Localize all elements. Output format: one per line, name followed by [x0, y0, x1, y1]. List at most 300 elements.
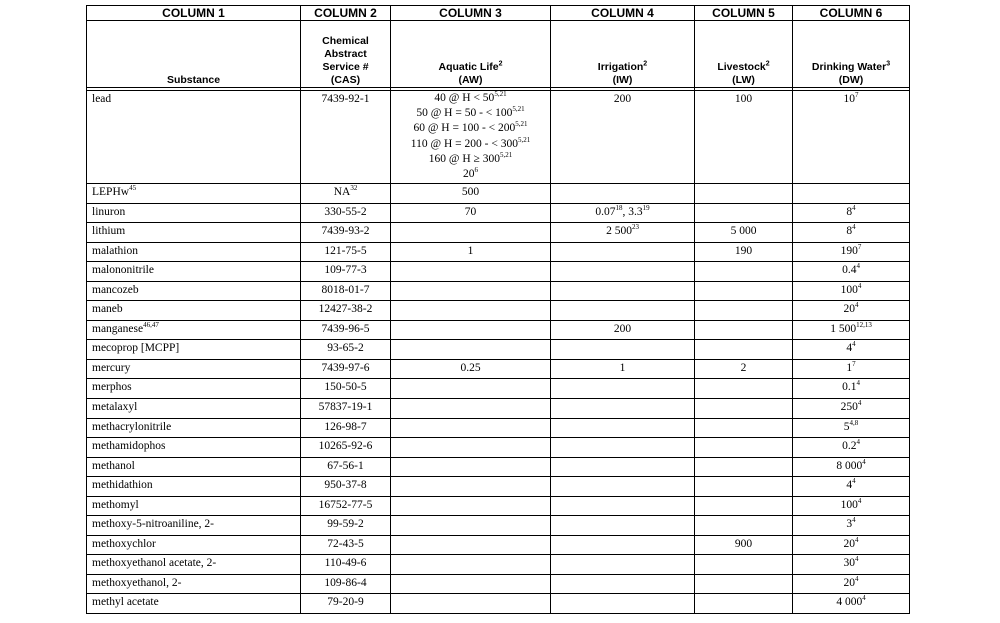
livestock-cell [695, 457, 793, 477]
cas-cell [301, 223, 391, 243]
footnote-ref: 4 [857, 281, 862, 290]
livestock-cell [695, 516, 793, 536]
livestock-cell [695, 203, 793, 223]
irrigation-cell [551, 555, 695, 575]
aquatic-life-line [396, 167, 545, 182]
drinking-water-value: 20 [843, 537, 855, 550]
irrigation-cell [551, 359, 695, 379]
livestock-cell [695, 359, 793, 379]
drinking-water-cell [793, 418, 910, 438]
livestock-cell [695, 574, 793, 594]
cas-number: 10265-92-6 [318, 440, 373, 453]
drinking-water-cell [793, 594, 910, 614]
aquatic-life-cell [391, 184, 551, 204]
footnote-ref: 23 [631, 223, 639, 232]
substance-name: methamidophos [92, 440, 166, 453]
aquatic-life-line [396, 91, 545, 106]
substance-name: mecoprop [MCPP] [92, 342, 180, 355]
drinking-water-cell [793, 477, 910, 497]
table-row [87, 418, 910, 438]
aquatic-life-value: 50 @ H = 50 - < 100 [416, 107, 513, 120]
aquatic-life-line [396, 121, 545, 136]
substance-name: methidathion [92, 479, 153, 492]
irrigation-cell [551, 223, 695, 243]
cas-cell [301, 340, 391, 360]
cas-cell [301, 555, 391, 575]
substance-name: lithium [92, 225, 126, 238]
table-row [87, 555, 910, 575]
cas-number: 67-56-1 [327, 459, 364, 472]
footnote-ref: 4 [852, 516, 856, 525]
drinking-water-cell [793, 516, 910, 536]
livestock-cell [695, 438, 793, 458]
cas-number: 109-77-3 [324, 264, 367, 277]
drinking-water-cell [793, 242, 910, 262]
aquatic-life-cell [391, 320, 551, 340]
header-label: Substance [166, 74, 221, 86]
livestock-cell [695, 262, 793, 282]
footnote-ref: 2 [498, 60, 503, 68]
cas-number: 150-50-5 [324, 381, 367, 394]
drinking-water-value: 0.1 [842, 381, 857, 394]
substance-cell [87, 223, 301, 243]
substance-name: mercury [92, 361, 131, 374]
cas-number: 7439-93-2 [321, 225, 370, 238]
livestock-cell [695, 91, 793, 184]
table-row [87, 516, 910, 536]
drinking-water-value: 190 [840, 244, 858, 257]
cas-cell [301, 516, 391, 536]
substance-cell [87, 262, 301, 282]
irrigation-cell [551, 281, 695, 301]
irrigation-cell [551, 418, 695, 438]
cas-cell [301, 301, 391, 321]
irrigation-value: , 3.3 [622, 205, 643, 218]
substance-name: methanol [92, 459, 135, 472]
livestock-cell [695, 223, 793, 243]
substance-cell [87, 91, 301, 184]
footnote-ref: 4 [852, 203, 856, 212]
drinking-water-value: 100 [840, 283, 858, 296]
drinking-water-value: 20 [843, 303, 855, 316]
irrigation-cell [551, 438, 695, 458]
cas-cell [301, 399, 391, 419]
substance-name: malathion [92, 244, 138, 257]
cas-number: 7439-97-6 [321, 361, 370, 374]
substance-cell [87, 281, 301, 301]
table-row [87, 281, 910, 301]
aquatic-life-cell [391, 223, 551, 243]
footnote-ref: 45 [129, 184, 137, 193]
substance-cell [87, 516, 301, 536]
footnote-ref: 12,13 [856, 321, 872, 329]
substance-name: methacrylonitrile [92, 420, 172, 433]
footnote-ref: 4 [852, 477, 856, 486]
cas-number: 121-75-5 [324, 244, 367, 257]
irrigation-cell [551, 516, 695, 536]
drinking-water-value: 1 500 [830, 322, 857, 335]
table-body [87, 91, 910, 614]
aquatic-life-cell [391, 457, 551, 477]
header-abbr: (AW) [458, 74, 483, 86]
aquatic-life-cell [391, 516, 551, 536]
drinking-water-header [793, 21, 910, 88]
cas-number: 72-43-5 [327, 537, 364, 550]
livestock-cell [695, 399, 793, 419]
irrigation-value: 200 [613, 322, 632, 335]
footnote-ref: 7 [852, 360, 856, 369]
table-row [87, 301, 910, 321]
livestock-value: 2 [740, 361, 747, 374]
drinking-water-value: 3 [846, 518, 853, 531]
cas-cell [301, 477, 391, 497]
aquatic-life-cell [391, 594, 551, 614]
footnote-ref: 32 [350, 184, 358, 193]
table-row [87, 438, 910, 458]
aquatic-life-line [396, 106, 545, 121]
irrigation-cell [551, 320, 695, 340]
cas-number: 7439-92-1 [321, 93, 370, 105]
cas-header [301, 21, 391, 88]
aquatic-life-line [396, 137, 545, 152]
livestock-value: 190 [734, 244, 753, 257]
aquatic-life-cell [391, 301, 551, 321]
footnote-ref: 46,47 [143, 321, 159, 329]
table-row [87, 320, 910, 340]
cas-number: 950-37-8 [324, 479, 367, 492]
drinking-water-value: 10 [843, 93, 855, 105]
substance-cell [87, 320, 301, 340]
cas-number: 93-65-2 [327, 342, 364, 355]
footnote-ref: 2 [643, 60, 648, 68]
table-row [87, 574, 910, 594]
table-row [87, 594, 910, 614]
header-label: Livestock [717, 61, 766, 73]
substance-cell [87, 438, 301, 458]
cas-cell [301, 496, 391, 516]
substance-cell [87, 359, 301, 379]
cas-cell [301, 359, 391, 379]
cas-cell [301, 281, 391, 301]
footnote-ref: 3 [886, 60, 891, 68]
livestock-value: 900 [734, 537, 753, 550]
irrigation-cell [551, 340, 695, 360]
cas-cell [301, 184, 391, 204]
irrigation-cell [551, 184, 695, 204]
cas-number: 330-55-2 [324, 205, 367, 218]
drinking-water-cell [793, 203, 910, 223]
header-label: Irrigation [597, 61, 644, 73]
drinking-water-cell [793, 320, 910, 340]
aquatic-life-cell [391, 438, 551, 458]
footnote-ref: 4 [855, 575, 859, 584]
cas-number: 12427-38-2 [318, 303, 373, 316]
header-abbr: (LW) [732, 74, 755, 86]
table-row [87, 340, 910, 360]
livestock-cell [695, 418, 793, 438]
substance-cell [87, 574, 301, 594]
column-heading: COLUMN 3 [391, 6, 551, 21]
header-label: Aquatic Life [438, 61, 499, 73]
cas-number: 16752-77-5 [318, 498, 373, 511]
drinking-water-value: 100 [840, 498, 858, 511]
irrigation-cell [551, 242, 695, 262]
substance-cell [87, 242, 301, 262]
substance-name: metalaxyl [92, 401, 138, 414]
table-row [87, 242, 910, 262]
drinking-water-cell [793, 184, 910, 204]
aquatic-life-value: 160 @ H ≥ 300 [428, 152, 500, 165]
substance-cell [87, 535, 301, 555]
aquatic-life-value: 0.25 [460, 361, 481, 374]
substance-cell [87, 379, 301, 399]
substance-header [87, 21, 301, 88]
drinking-water-cell [793, 496, 910, 516]
aquatic-life-line [396, 152, 545, 167]
drinking-water-value: 4 [846, 479, 853, 492]
livestock-cell [695, 555, 793, 575]
drinking-water-value: 20 [843, 576, 855, 589]
aquatic-life-cell [391, 91, 551, 184]
cas-number: 57837-19-1 [318, 401, 373, 414]
substance-cell [87, 340, 301, 360]
cas-cell [301, 262, 391, 282]
drinking-water-cell [793, 359, 910, 379]
substance-cell [87, 418, 301, 438]
substance-cell [87, 477, 301, 497]
livestock-cell [695, 301, 793, 321]
aquatic-life-cell [391, 574, 551, 594]
table-row [87, 223, 910, 243]
cas-number: 99-59-2 [327, 518, 364, 531]
cas-number: 8018-01-7 [321, 283, 370, 296]
header-label: Drinking Water [811, 61, 887, 73]
footnote-ref: 4 [856, 379, 860, 388]
irrigation-cell [551, 203, 695, 223]
footnote-ref: 4 [856, 262, 860, 271]
header-abbr: (DW) [838, 74, 864, 86]
aquatic-life-cell [391, 399, 551, 419]
livestock-cell [695, 320, 793, 340]
aquatic-life-cell [391, 418, 551, 438]
drinking-water-cell [793, 574, 910, 594]
irrigation-cell [551, 535, 695, 555]
irrigation-cell [551, 301, 695, 321]
substance-name: methoxychlor [92, 537, 156, 550]
aquatic-life-value: 1 [467, 244, 474, 257]
aquatic-life-cell [391, 203, 551, 223]
cas-cell [301, 91, 391, 184]
footnote-ref: 5,21 [499, 150, 513, 159]
livestock-cell [695, 535, 793, 555]
irrigation-value: 2 500 [606, 225, 632, 238]
irrigation-cell [551, 457, 695, 477]
substance-name: methyl acetate [92, 596, 159, 609]
footnote-ref: 5,21 [515, 120, 528, 129]
cas-number: 79-20-9 [327, 596, 364, 609]
drinking-water-cell [793, 262, 910, 282]
aquatic-life-cell [391, 496, 551, 516]
cas-number: 109-86-4 [324, 576, 367, 589]
irrigation-header [551, 21, 695, 88]
footnote-ref: 4 [852, 223, 856, 232]
header-abbr: (CAS) [330, 74, 361, 86]
table-row [87, 184, 910, 204]
cas-number: 7439-96-5 [321, 322, 370, 335]
irrigation-cell [551, 91, 695, 184]
drinking-water-value: 0.4 [842, 264, 857, 277]
drinking-water-value: 250 [840, 401, 858, 414]
column-heading: COLUMN 4 [551, 6, 695, 21]
substance-cell [87, 457, 301, 477]
header-abbr: (IW) [612, 74, 633, 86]
substance-name: LEPHw [92, 186, 130, 198]
livestock-cell [695, 184, 793, 204]
drinking-water-value: 8 [846, 225, 853, 238]
livestock-value: 5 000 [730, 225, 757, 238]
column-heading: COLUMN 6 [793, 6, 910, 21]
drinking-water-value: 30 [843, 557, 855, 570]
aquatic-life-cell [391, 340, 551, 360]
aquatic-life-value: 500 [461, 186, 480, 198]
drinking-water-cell [793, 91, 910, 184]
drinking-water-cell [793, 281, 910, 301]
drinking-water-value: 1 [846, 361, 853, 374]
livestock-cell [695, 379, 793, 399]
aquatic-life-value: 20 [463, 168, 475, 181]
table-row [87, 91, 910, 184]
column-label-row [87, 21, 910, 88]
livestock-cell [695, 496, 793, 516]
substance-cell [87, 555, 301, 575]
drinking-water-value: 8 000 [836, 459, 863, 472]
cas-cell [301, 438, 391, 458]
footnote-ref: 4 [862, 594, 866, 603]
footnote-ref: 4,8 [849, 418, 859, 427]
footnote-ref: 4 [855, 536, 859, 545]
irrigation-value: 200 [613, 93, 632, 105]
footnote-ref: 4 [857, 496, 862, 505]
substance-name: methoxyethanol, 2- [92, 576, 182, 589]
substance-name: methomyl [92, 498, 139, 511]
irrigation-cell [551, 496, 695, 516]
table-row [87, 535, 910, 555]
livestock-cell [695, 477, 793, 497]
table-row [87, 359, 910, 379]
cas-cell [301, 242, 391, 262]
cas-cell [301, 203, 391, 223]
substance-cell [87, 496, 301, 516]
aquatic-life-value: 110 @ H = 200 - < 300 [410, 137, 518, 150]
drinking-water-cell [793, 438, 910, 458]
aquatic-life-cell [391, 359, 551, 379]
footnote-ref: 4 [862, 457, 866, 466]
irrigation-value: 0.07 [595, 205, 616, 218]
livestock-cell [695, 340, 793, 360]
footnote-ref: 4 [852, 340, 856, 349]
cas-cell [301, 594, 391, 614]
footnote-ref: 4 [857, 399, 862, 408]
cas-cell [301, 418, 391, 438]
drinking-water-cell [793, 535, 910, 555]
aquatic-life-cell [391, 555, 551, 575]
substance-name: methoxy-5-nitroaniline, 2- [92, 518, 214, 531]
irrigation-cell [551, 477, 695, 497]
footnote-ref: 5,21 [512, 105, 525, 114]
substance-name: linuron [92, 205, 126, 218]
drinking-water-value: 0.2 [842, 440, 857, 453]
substance-cell [87, 594, 301, 614]
aquatic-life-value: 70 [464, 205, 477, 218]
table-row [87, 203, 910, 223]
column-number-row [87, 6, 910, 21]
footnote-ref: 18 [615, 203, 623, 212]
drinking-water-value: 5 [843, 420, 850, 433]
cas-number: 126-98-7 [324, 420, 367, 433]
aquatic-life-header [391, 21, 551, 88]
cas-number: 110-49-6 [324, 557, 367, 570]
table-row [87, 399, 910, 419]
footnote-ref: 6 [474, 166, 478, 175]
table-row [87, 262, 910, 282]
footnote-ref: 7 [855, 91, 859, 100]
aquatic-life-cell [391, 477, 551, 497]
irrigation-cell [551, 262, 695, 282]
column-heading: COLUMN 5 [695, 6, 793, 21]
aquatic-life-cell [391, 262, 551, 282]
aquatic-life-cell [391, 535, 551, 555]
cas-cell [301, 320, 391, 340]
cas-number: NA [333, 186, 351, 198]
cas-cell [301, 574, 391, 594]
header-label: Service # [322, 61, 369, 73]
substance-name: manganese [92, 322, 144, 335]
livestock-cell [695, 242, 793, 262]
cas-cell [301, 379, 391, 399]
substance-name: methoxyethanol acetate, 2- [92, 557, 217, 570]
column-heading: COLUMN 2 [301, 6, 391, 21]
footnote-ref: 19 [642, 203, 650, 212]
cas-cell [301, 457, 391, 477]
irrigation-cell [551, 399, 695, 419]
footnote-ref: 7 [857, 242, 862, 251]
livestock-cell [695, 281, 793, 301]
aquatic-life-value: 60 @ H = 100 - < 200 [413, 122, 516, 135]
footnote-ref: 2 [765, 60, 770, 68]
drinking-water-value: 8 [846, 205, 853, 218]
table-row [87, 496, 910, 516]
drinking-water-value: 4 [846, 342, 853, 355]
irrigation-cell [551, 594, 695, 614]
substance-cell [87, 301, 301, 321]
substance-cell [87, 399, 301, 419]
table-row [87, 379, 910, 399]
table-row [87, 457, 910, 477]
drinking-water-cell [793, 457, 910, 477]
livestock-value: 100 [734, 93, 753, 105]
footnote-ref: 5,21 [494, 90, 507, 99]
aquatic-life-cell [391, 281, 551, 301]
footnote-ref: 4 [855, 555, 859, 564]
header-label: Abstract [324, 48, 367, 60]
livestock-header [695, 21, 793, 88]
irrigation-value: 1 [619, 361, 626, 374]
livestock-cell [695, 594, 793, 614]
substance-name: lead [92, 93, 112, 105]
drinking-water-cell [793, 223, 910, 243]
drinking-water-cell [793, 399, 910, 419]
substance-name: malononitrile [92, 264, 154, 277]
